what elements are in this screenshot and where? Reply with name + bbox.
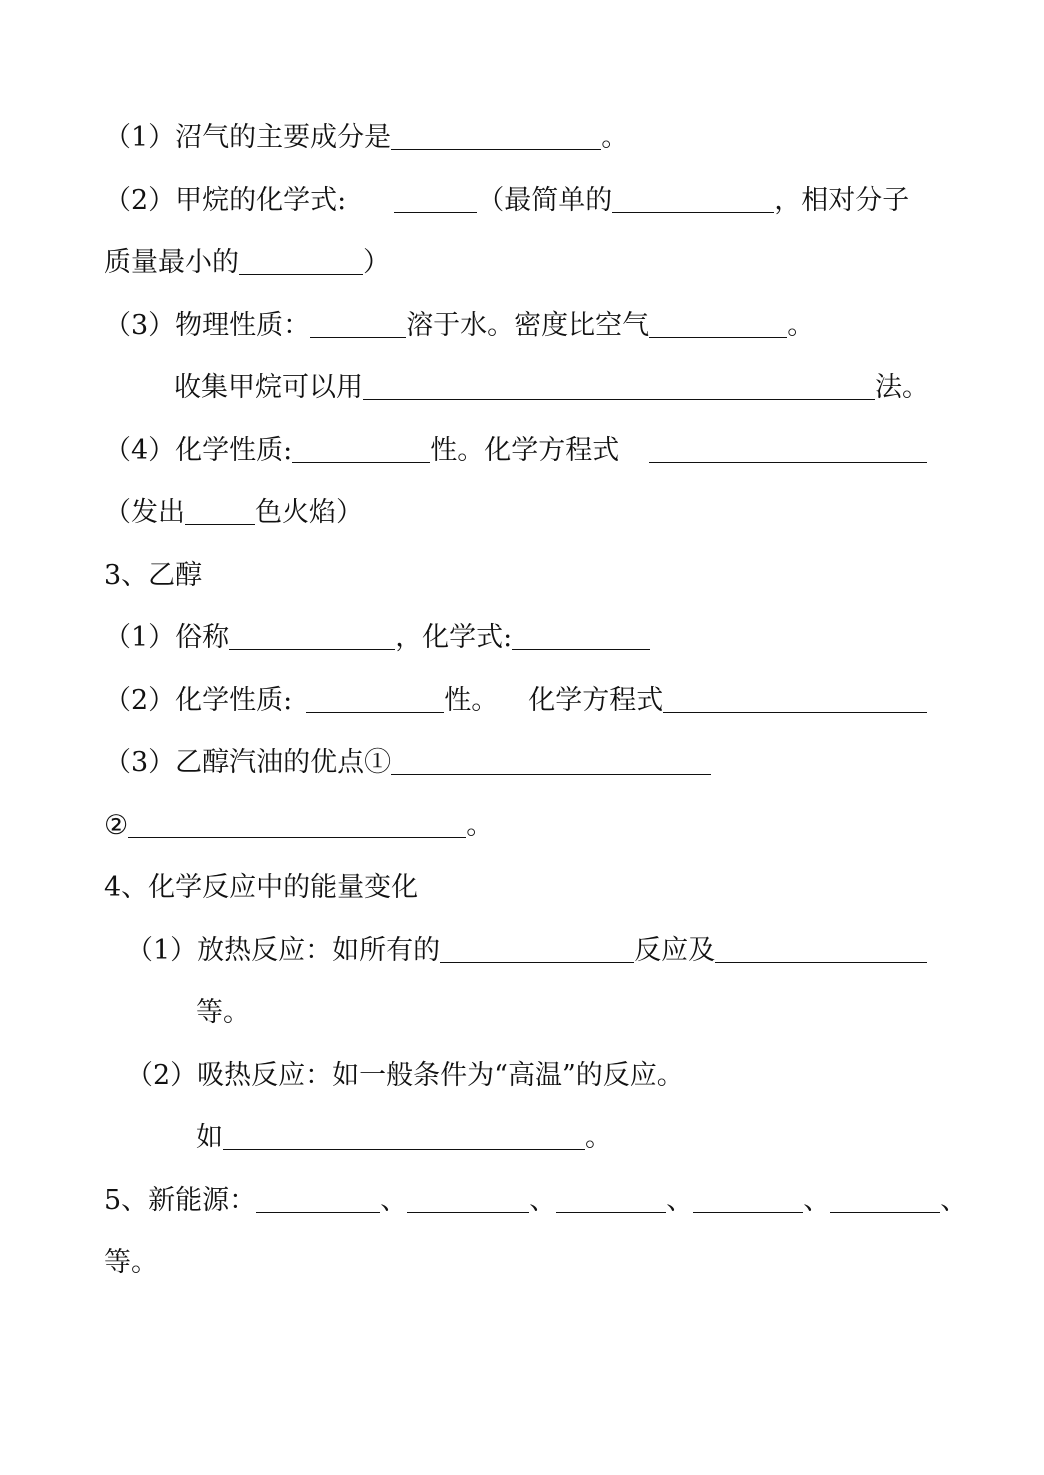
text: （2）吸热反应：如一般条件为“高温”的反应。 bbox=[126, 1060, 684, 1091]
q-collect-methane bbox=[174, 368, 929, 408]
text: 。 bbox=[585, 1122, 612, 1153]
text: 反应及 bbox=[634, 935, 716, 966]
text: 色火焰） bbox=[255, 497, 363, 528]
text: （2）化学性质: bbox=[104, 685, 293, 716]
text: 等。 bbox=[104, 1247, 158, 1278]
separator: 、 bbox=[529, 1185, 557, 1216]
answer-blank[interactable] bbox=[363, 371, 875, 400]
text: （3）物理性质： bbox=[104, 310, 311, 341]
answer-blank[interactable] bbox=[715, 934, 927, 963]
text: ② bbox=[104, 810, 129, 841]
q-exothermic bbox=[126, 931, 927, 971]
separator: 、 bbox=[803, 1185, 831, 1216]
q-methane-formula bbox=[104, 181, 909, 221]
text: （最简单的 bbox=[477, 185, 613, 216]
answer-blank[interactable] bbox=[306, 684, 444, 713]
q-ethanol-gasoline-advantages bbox=[104, 743, 711, 783]
text: 收集甲烷可以用 bbox=[174, 372, 363, 403]
answer-blank[interactable] bbox=[649, 434, 927, 463]
text: 质量最小的 bbox=[104, 247, 239, 278]
q-chemical-properties bbox=[104, 431, 927, 471]
text: 溶于水。密度比空气 bbox=[406, 310, 650, 341]
text: 性。 bbox=[444, 685, 499, 716]
q-flame-color bbox=[104, 493, 363, 533]
text: （4）化学性质: bbox=[104, 435, 293, 466]
text: （1）放热反应：如所有的 bbox=[126, 935, 441, 966]
q-methane-formula-cont bbox=[104, 243, 390, 283]
text: 等。 bbox=[196, 997, 250, 1028]
section-ethanol-heading bbox=[104, 556, 202, 596]
text: 3、乙醇 bbox=[104, 560, 203, 591]
text: 。 bbox=[466, 810, 494, 841]
q-new-energy-cont bbox=[104, 1243, 158, 1283]
text: 法。 bbox=[875, 372, 929, 403]
separator: 、 bbox=[940, 1185, 968, 1216]
q-exothermic-cont bbox=[196, 993, 250, 1033]
answer-blank[interactable] bbox=[556, 1184, 666, 1213]
answer-blank[interactable] bbox=[649, 309, 787, 338]
answer-blank[interactable] bbox=[223, 1121, 585, 1150]
q-endothermic-example bbox=[196, 1118, 612, 1158]
separator: 、 bbox=[380, 1185, 408, 1216]
section-energy-heading bbox=[104, 868, 418, 908]
q-endothermic bbox=[126, 1056, 684, 1096]
q-ethanol-chemical bbox=[104, 681, 927, 721]
text: （1）沼气的主要成分是 bbox=[104, 122, 392, 153]
text: （3）乙醇汽油的优点① bbox=[104, 747, 392, 778]
text: 如 bbox=[196, 1122, 223, 1153]
text: ） bbox=[363, 247, 390, 278]
answer-blank[interactable] bbox=[391, 121, 601, 150]
answer-blank[interactable] bbox=[128, 809, 466, 838]
answer-blank[interactable] bbox=[391, 746, 711, 775]
text: ，化学式: bbox=[395, 622, 513, 653]
q-methane-main-component bbox=[104, 118, 628, 158]
answer-blank[interactable] bbox=[394, 184, 477, 213]
text: （发出 bbox=[104, 497, 185, 528]
text: （2）甲烷的化学式: bbox=[104, 185, 347, 216]
answer-blank[interactable] bbox=[239, 246, 363, 275]
text: 。 bbox=[787, 310, 815, 341]
text: 性。化学方程式 bbox=[430, 435, 620, 466]
answer-blank[interactable] bbox=[310, 309, 406, 338]
answer-blank[interactable] bbox=[185, 496, 255, 525]
q-new-energy bbox=[104, 1181, 967, 1221]
answer-blank[interactable] bbox=[512, 621, 650, 650]
answer-blank[interactable] bbox=[830, 1184, 940, 1213]
answer-blank[interactable] bbox=[612, 184, 774, 213]
answer-blank[interactable] bbox=[229, 621, 395, 650]
text: 化学方程式 bbox=[528, 685, 664, 716]
q-physical-properties bbox=[104, 306, 814, 346]
answer-blank[interactable] bbox=[440, 934, 634, 963]
separator: 、 bbox=[666, 1185, 694, 1216]
q-ethanol-name bbox=[104, 618, 650, 658]
answer-blank[interactable] bbox=[407, 1184, 529, 1213]
answer-blank[interactable] bbox=[663, 684, 927, 713]
answer-blank[interactable] bbox=[292, 434, 430, 463]
answer-blank[interactable] bbox=[256, 1184, 380, 1213]
text: 。 bbox=[601, 122, 629, 153]
text: 5、新能源： bbox=[104, 1185, 257, 1216]
answer-blank[interactable] bbox=[693, 1184, 803, 1213]
text: ，相对分子 bbox=[774, 185, 910, 216]
text: 4、化学反应中的能量变化 bbox=[104, 872, 419, 903]
q-ethanol-gasoline-advantages-2 bbox=[104, 806, 493, 846]
text: （1）俗称 bbox=[104, 622, 230, 653]
